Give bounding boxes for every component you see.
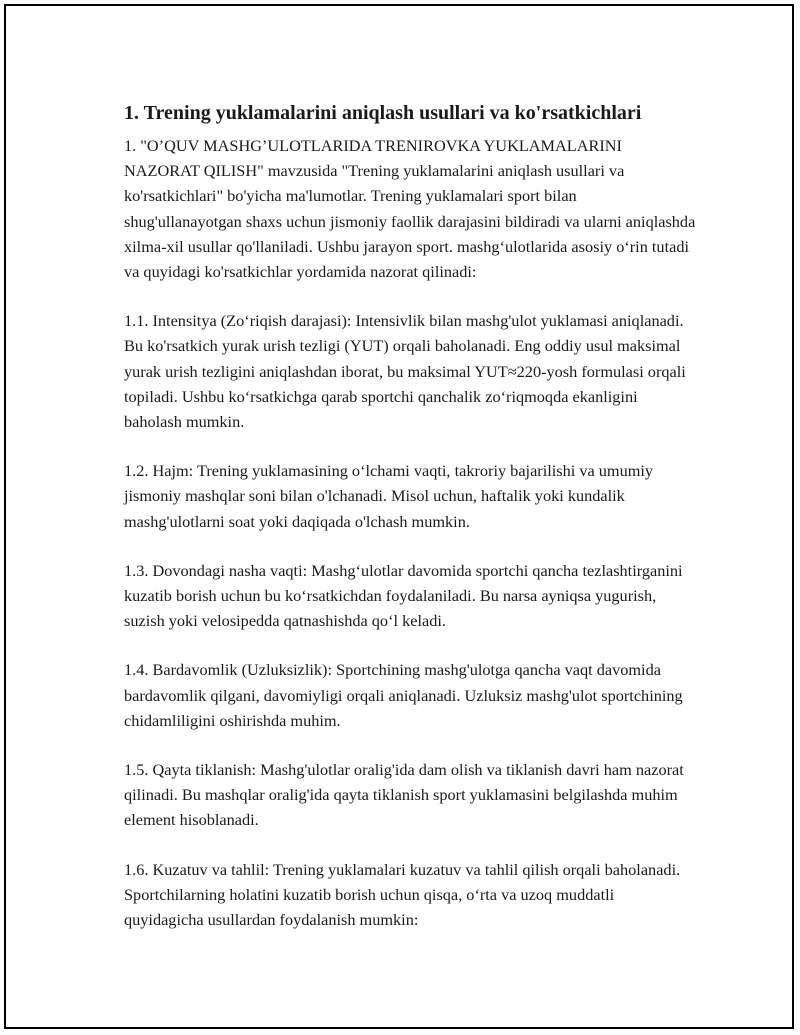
- paragraph-intensity: 1.1. Intensitya (Zo‘riqish darajasi): Intensivlik bilan mashg'ulot yuklamasi aniqlanadi. Bu ko'rsatkich yurak urish tezligi (YUT) orqali baholanadi. Eng oddiy usul maksimal yurak urish tezligini aniqlashdan iborat, bu maksimal YUT≈220-yosh formulasi orqali topiladi. Ushbu ko‘rsatkichga qarab sportchi qanchalik zo‘riqmoqda ekanligini baholash mumkin.: [124, 311, 686, 432]
- paragraph-continuity: 1.4. Bardavomlik (Uzluksizlik): Sportchining mashg'ulotga qancha vaqt davomida bardavomlik qilgani, davomiyligi orqali aniqlanadi. Uzluksiz mashg'ulot sportchining chidamliligini oshirishda muhim.: [124, 660, 683, 730]
- paragraph-monitoring: 1.6. Kuzatuv va tahlil: Trening yuklamalari kuzatuv va tahlil qilish orqali baholanadi. Sportchilarning holatini kuzatib borish uchun qisqa, o‘rta va uzoq muddatli quyidagicha usullardan foydalanish mumkin:: [124, 859, 681, 930]
- paragraph-volume: 1.2. Hajm: Trening yuklamasining o‘lchami vaqti, takroriy bajarilishi va umumiy jismoniy mashqlar soni bilan o'lchanadi. Misol uchun, haftalik yoki kundalik mashg'ulotlarni soat yoki daqiqada o'lchash mumkin.: [124, 461, 654, 531]
- paragraph-intro: 1. "O’QUV MASHG’ULOTLARIDA TRENIROVKA YUKLAMALARINI NAZORAT QILISH" mavzusida "Trening yuklamalarini aniqlash usullari va ko'rsatkichlari" bo'yicha ma'lumotlar. Trening yuklamalari sport bilan shug'ullanayotgan shaxs uchun jismoniy faollik darajasini bildiradi va ularni aniqlashda xilma-xil usullar qo'llaniladi. Ushbu jarayon sport. mashg‘ulotlarida asosiy o‘rin tutadi va quyidagi ko'rsatkichlar yordamida nazorat qilinadi:: [124, 136, 696, 282]
- paragraph-pace: 1.3. Dovondagi nasha vaqti: Mashg‘ulotlar davomida sportchi qancha tezlashtirganini kuzatib borish uchun bu ko‘rsatkichdan foydalaniladi. Bu narsa ayniqsa yugurish, suzish yoki velosipedda qatnashishda qo‘l keladi.: [124, 560, 683, 631]
- paragraph-recovery: 1.5. Qayta tiklanish: Mashg'ulotlar oralig'ida dam olish va tiklanish davri ham nazorat qilinadi. Bu mashqlar oralig'ida qayta tiklanish sport yuklamasini belgilashda muhim element hisoblanadi.: [124, 760, 684, 830]
- document-body: [124, 99, 696, 956]
- page-frame: [4, 4, 794, 1029]
- document-title: 1. Trening yuklamalarini aniqlash usullari va ko'rsatkichlari: [124, 102, 642, 124]
